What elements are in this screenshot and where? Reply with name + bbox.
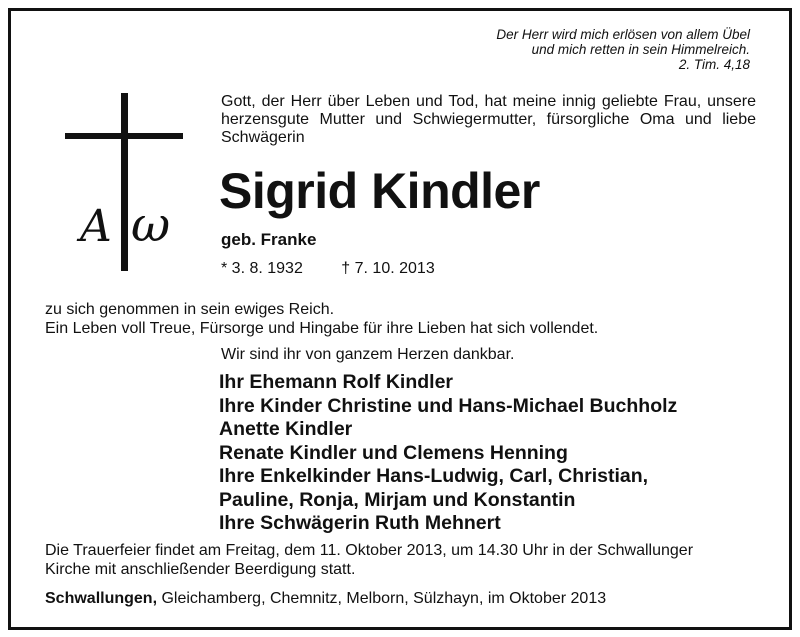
family-line: Ihre Kinder Christine und Hans-Michael Buchholz (219, 394, 678, 417)
funeral-line-2: Kirche mit anschließender Beerdigung statt. (45, 561, 356, 578)
closing-line-2: Ein Leben voll Treue, Fürsorge und Hingabe für ihre Lieben hat sich vollendet. (45, 320, 599, 337)
quote-line-2: und mich retten in sein Himmelreich. (531, 42, 750, 57)
cross-alpha-omega-icon (64, 93, 194, 273)
family-line: Ihre Schwägerin Ruth Mehnert (219, 512, 501, 534)
place-and-date (45, 590, 606, 608)
family-line: Ihre Enkelkinder Hans-Ludwig, Carl, Christian, (219, 465, 649, 487)
family-list (219, 371, 677, 536)
bible-quote (496, 27, 750, 72)
closing-text (45, 300, 598, 338)
place-town: Schwallungen, (45, 590, 158, 607)
closing-line-1: zu sich genommen in sein ewiges Reich. (45, 301, 335, 318)
omega-symbol: ω (131, 197, 171, 253)
cross-horizontal-beam (65, 133, 183, 139)
quote-reference: 2. Tim. 4,18 (678, 57, 750, 72)
cross-vertical-beam (121, 93, 128, 271)
death-date: † 7. 10. 2013 (341, 260, 435, 277)
family-line: Renate Kindler und Clemens Henning (219, 441, 568, 464)
deceased-name: Sigrid Kindler (219, 163, 540, 219)
alpha-symbol: A (80, 201, 112, 252)
birth-date: * 3. 8. 1932 (221, 260, 303, 277)
family-line: Pauline, Ronja, Mirjam und Konstantin (219, 488, 576, 511)
life-dates (221, 260, 435, 278)
place-rest: Gleichamberg, Chemnitz, Melborn, Sülzhayn, im Oktober 2013 (161, 590, 607, 607)
maiden-name: geb. Franke (221, 230, 317, 249)
quote-line-1: Der Herr wird mich erlösen von allem Übel (496, 27, 750, 42)
thanks-text: Wir sind ihr von ganzem Herzen dankbar. (221, 346, 515, 363)
intro-text: Gott, der Herr über Leben und Tod, hat meine innig geliebte Frau, unsere herzensgute Mutter und Schwiegermutter, fürsorgliche Oma und liebe Schwägerin (221, 93, 756, 146)
funeral-notice (45, 541, 765, 579)
family-line: Anette Kindler (219, 418, 353, 440)
funeral-line-1: Die Trauerfeier findet am Freitag, dem 11. Oktober 2013, um 14.30 Uhr in der Schwallunger (45, 542, 694, 559)
family-line: Ihr Ehemann Rolf Kindler (219, 371, 454, 393)
